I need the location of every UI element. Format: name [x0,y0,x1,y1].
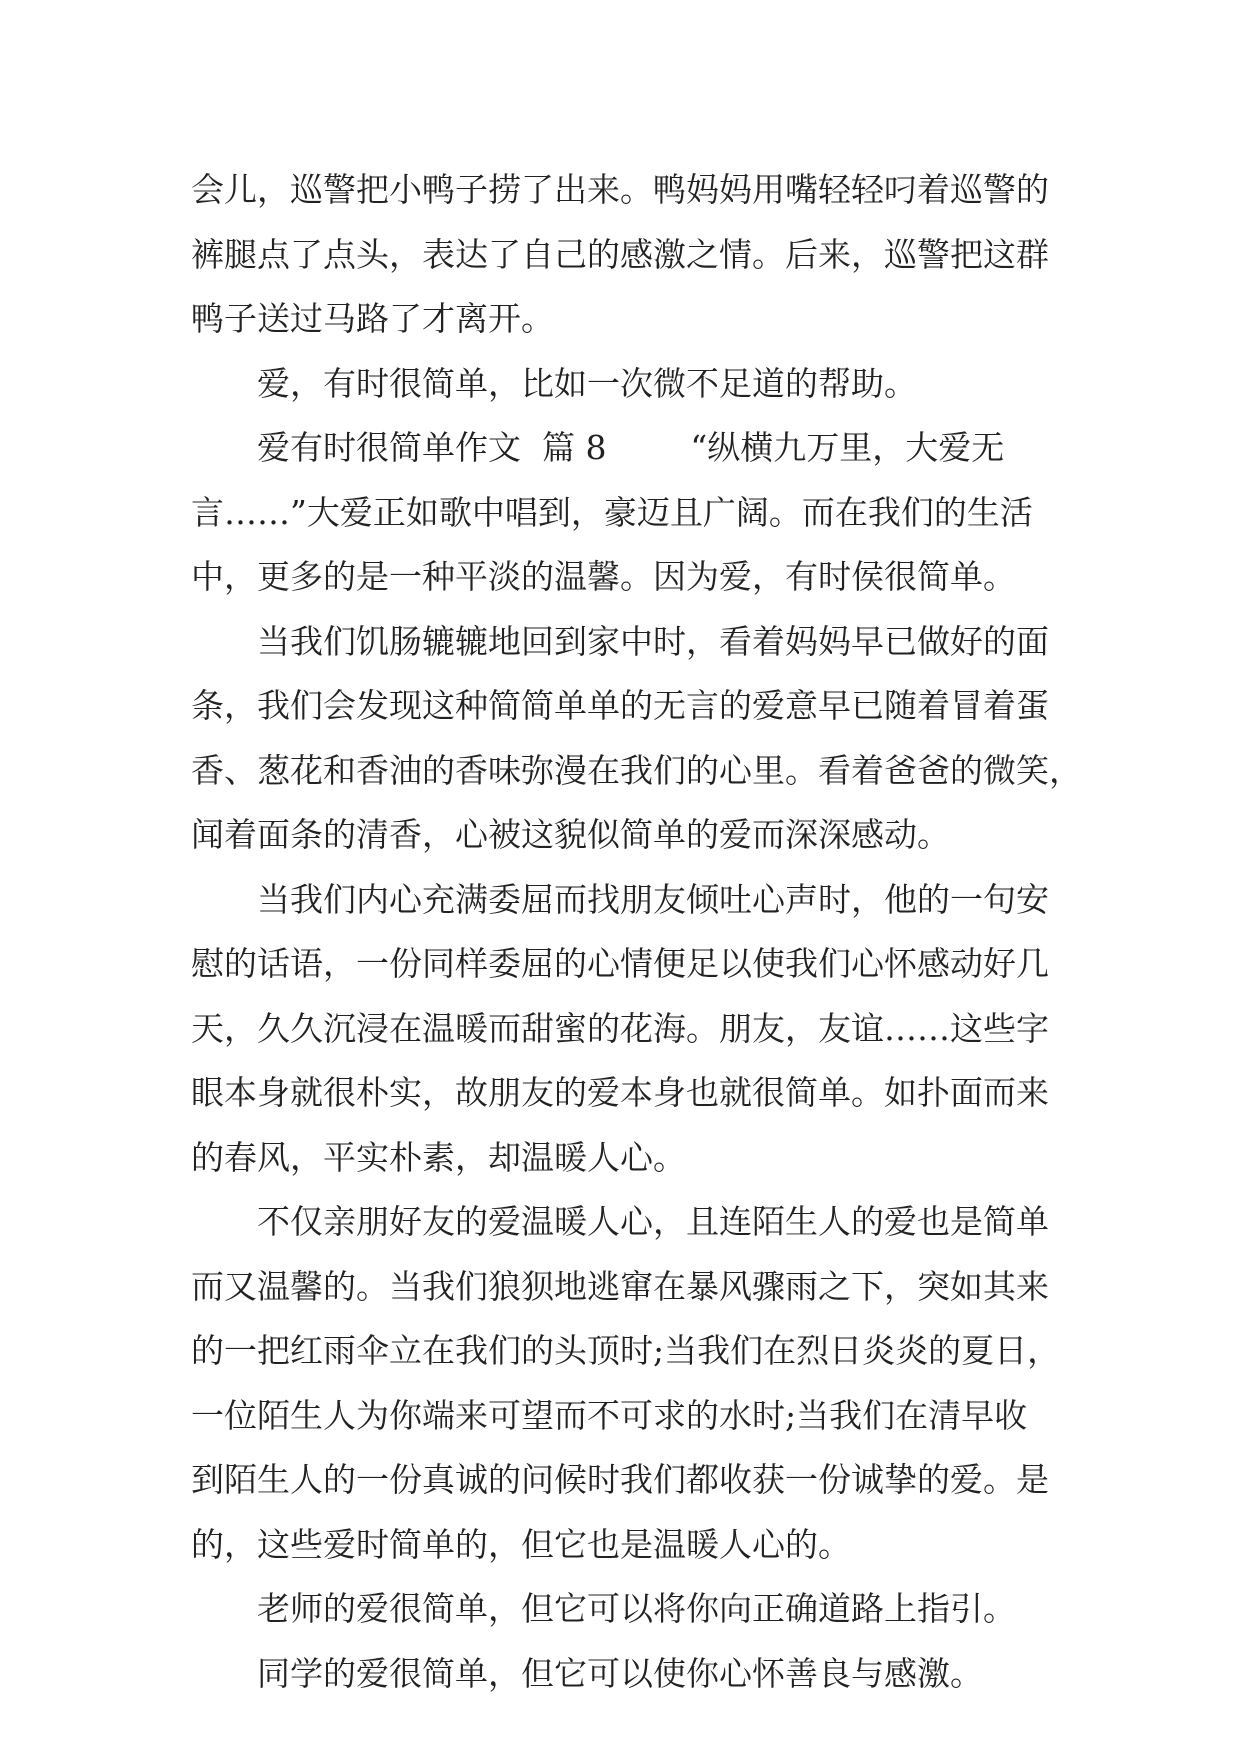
text-line: 爱，有时很简单，比如一次微不足道的帮助。 [257,363,917,403]
text-line: 老师的爱很简单，但它可以将你向正确道路上指引。 [257,1589,1016,1628]
text-line: 的，这些爱时简单的，但它也是温暖人心的。 [191,1524,851,1564]
text-line: 会儿，巡警把小鸭子捞了出来。鸭妈妈用嘴轻轻叼着巡警的 [191,170,1049,209]
text-line: 裤腿点了点头，表达了自己的感激之情。后来，巡警把这群 [191,234,1049,274]
text-line: 的一把红雨伞立在我们的头顶时;当我们在烈日炎炎的夏日， [191,1331,1061,1370]
essay-heading-line: 爱有时很简单作文 篇 8 “纵横九万里，大爱无 [257,428,1005,467]
text-line: 到陌生人的一份真诚的问候时我们都收获一份诚挚的爱。是 [191,1460,1049,1499]
text-line: 条，我们会发现这种简简单单的无言的爱意早已随着冒着蛋 [191,686,1049,725]
text-line: 慰的话语，一份同样委屈的心情便足以使我们心怀感动好几 [191,944,1049,983]
text-line: 而又温馨的。当我们狼狈地逃窜在暴风骤雨之下，突如其来 [191,1266,1049,1306]
text-line: 天，久久沉浸在温暖而甜蜜的花海。朋友，友谊……这些字 [191,1008,1049,1048]
essay-body [191,158,1082,1706]
text-line: 当我们饥肠辘辘地回到家中时，看着妈妈早已做好的面 [257,621,1049,661]
text-line: 不仅亲朋好友的爱温暖人心，且连陌生人的爱也是简单 [257,1202,1049,1241]
text-line: 当我们内心充满委屈而找朋友倾吐心声时，他的一句安 [257,879,1049,919]
text-line: 同学的爱很简单，但它可以使你心怀善良与感激。 [257,1653,983,1693]
text-line: 中，更多的是一种平淡的温馨。因为爱，有时侯很简单。 [191,557,1016,596]
text-line: 一位陌生人为你端来可望而不可求的水时;当我们在清早收 [191,1395,1028,1435]
text-line: 闻着面条的清香，心被这貌似简单的爱而深深感动。 [191,815,950,854]
text-line: 的春风，平实朴素，却温暖人心。 [191,1137,686,1177]
text-line: 眼本身就很朴实，故朋友的爱本身也就很简单。如扑面而来 [191,1073,1049,1112]
text-line: 言……”大爱正如歌中唱到，豪迈且广阔。而在我们的生活 [191,492,1033,532]
text-line: 香、葱花和香油的香味弥漫在我们的心里。看着爸爸的微笑， [191,750,1082,790]
text-line: 鸭子送过马路了才离开。 [191,299,554,338]
